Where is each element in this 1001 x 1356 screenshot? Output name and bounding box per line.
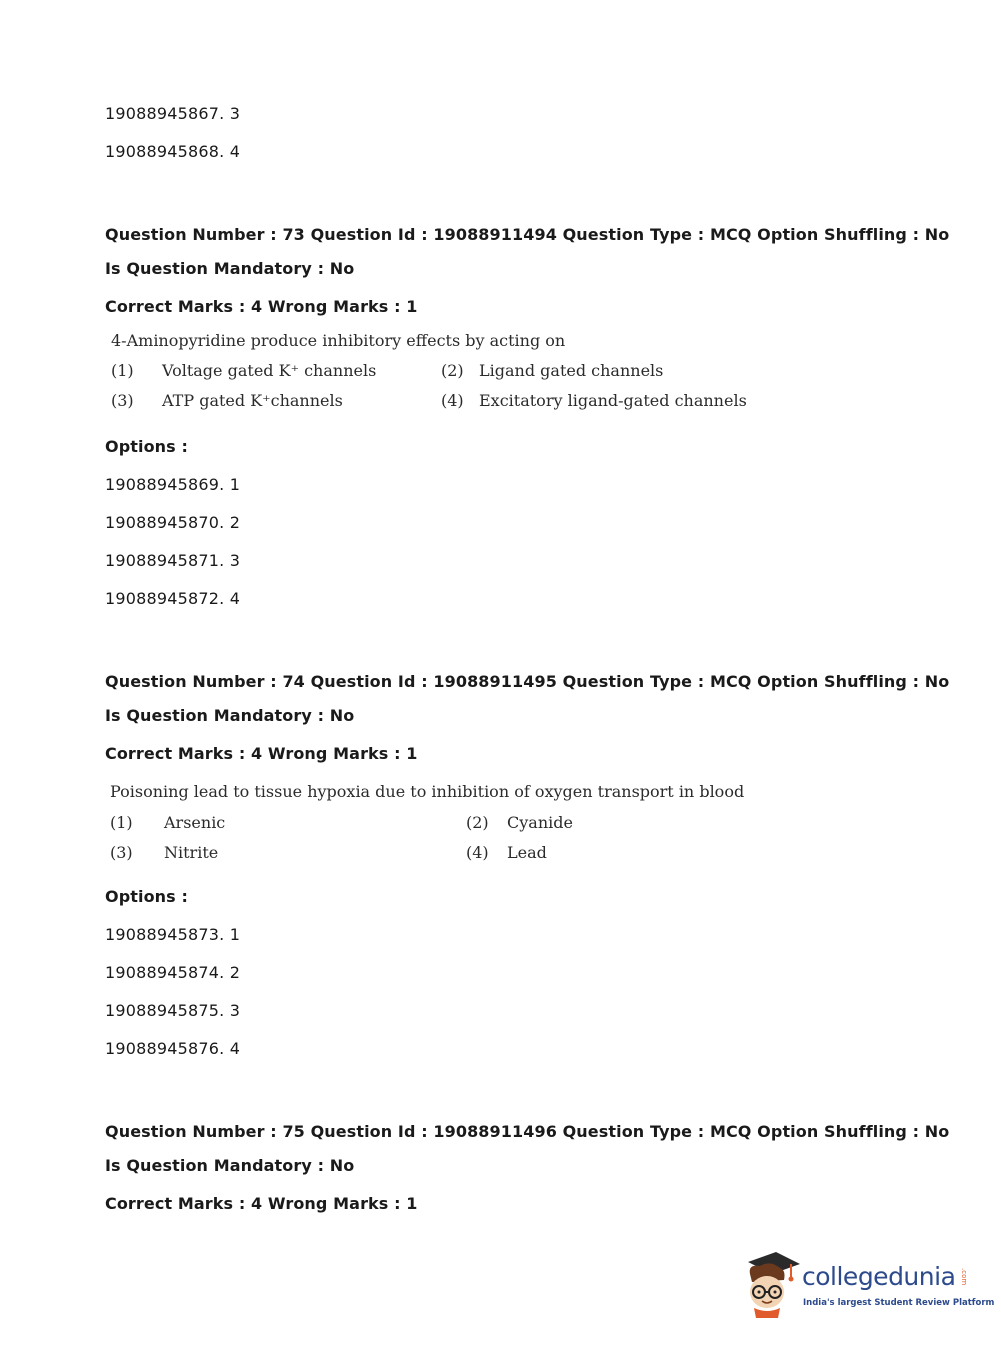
option-line: 19088945872. 4 (105, 589, 241, 608)
option-line: 19088945873. 1 (105, 925, 241, 944)
choice-text: Voltage gated K⁺ channels (162, 361, 377, 380)
options-label: Options : (105, 887, 188, 906)
mandatory-line: Is Question Mandatory : No (105, 259, 355, 278)
option-line: 19088945876. 4 (105, 1039, 241, 1058)
marks-line: Correct Marks : 4 Wrong Marks : 1 (105, 297, 418, 316)
collegedunia-logo[interactable] (742, 1248, 995, 1318)
choice-text: Arsenic (164, 813, 226, 832)
choice-text: Ligand gated channels (479, 361, 664, 380)
logo-suffix: .com (960, 1268, 968, 1286)
choice-number: (4) (441, 391, 464, 410)
choice-number: (2) (441, 361, 464, 380)
choice-number: (2) (466, 813, 489, 832)
choice-number: (1) (111, 361, 134, 380)
question-stem: 4-Aminopyridine produce inhibitory effects by acting on (111, 331, 566, 350)
choice-number: (3) (111, 391, 134, 410)
option-line: 19088945869. 1 (105, 475, 241, 494)
choice-text: Excitatory ligand-gated channels (479, 391, 747, 410)
choice-number: (1) (110, 813, 133, 832)
choice-number: (4) (466, 843, 489, 862)
choice-text: Cyanide (507, 813, 573, 832)
mascot-icon (742, 1248, 802, 1318)
question-header: Question Number : 74 Question Id : 19088911495 Question Type : MCQ Option Shuffling : No (105, 672, 950, 691)
option-line: 19088945868. 4 (105, 142, 241, 161)
mandatory-line: Is Question Mandatory : No (105, 1156, 355, 1175)
option-line: 19088945867. 3 (105, 104, 241, 123)
question-header: Question Number : 75 Question Id : 19088911496 Question Type : MCQ Option Shuffling : No (105, 1122, 950, 1141)
choice-text: ATP gated K⁺channels (162, 391, 343, 410)
options-label: Options : (105, 437, 188, 456)
option-line: 19088945870. 2 (105, 513, 241, 532)
marks-line: Correct Marks : 4 Wrong Marks : 1 (105, 1194, 418, 1213)
question-stem: Poisoning lead to tissue hypoxia due to inhibition of oxygen transport in blood (110, 782, 745, 801)
logo-tagline: India's largest Student Review Platform (803, 1298, 995, 1308)
choice-text: Nitrite (164, 843, 219, 862)
choice-number: (3) (110, 843, 133, 862)
logo-wordmark: collegedunia (802, 1262, 956, 1291)
option-line: 19088945874. 2 (105, 963, 241, 982)
mandatory-line: Is Question Mandatory : No (105, 706, 355, 725)
choice-text: Lead (507, 843, 547, 862)
marks-line: Correct Marks : 4 Wrong Marks : 1 (105, 744, 418, 763)
option-line: 19088945875. 3 (105, 1001, 241, 1020)
question-header: Question Number : 73 Question Id : 19088911494 Question Type : MCQ Option Shuffling : No (105, 225, 950, 244)
option-line: 19088945871. 3 (105, 551, 241, 570)
